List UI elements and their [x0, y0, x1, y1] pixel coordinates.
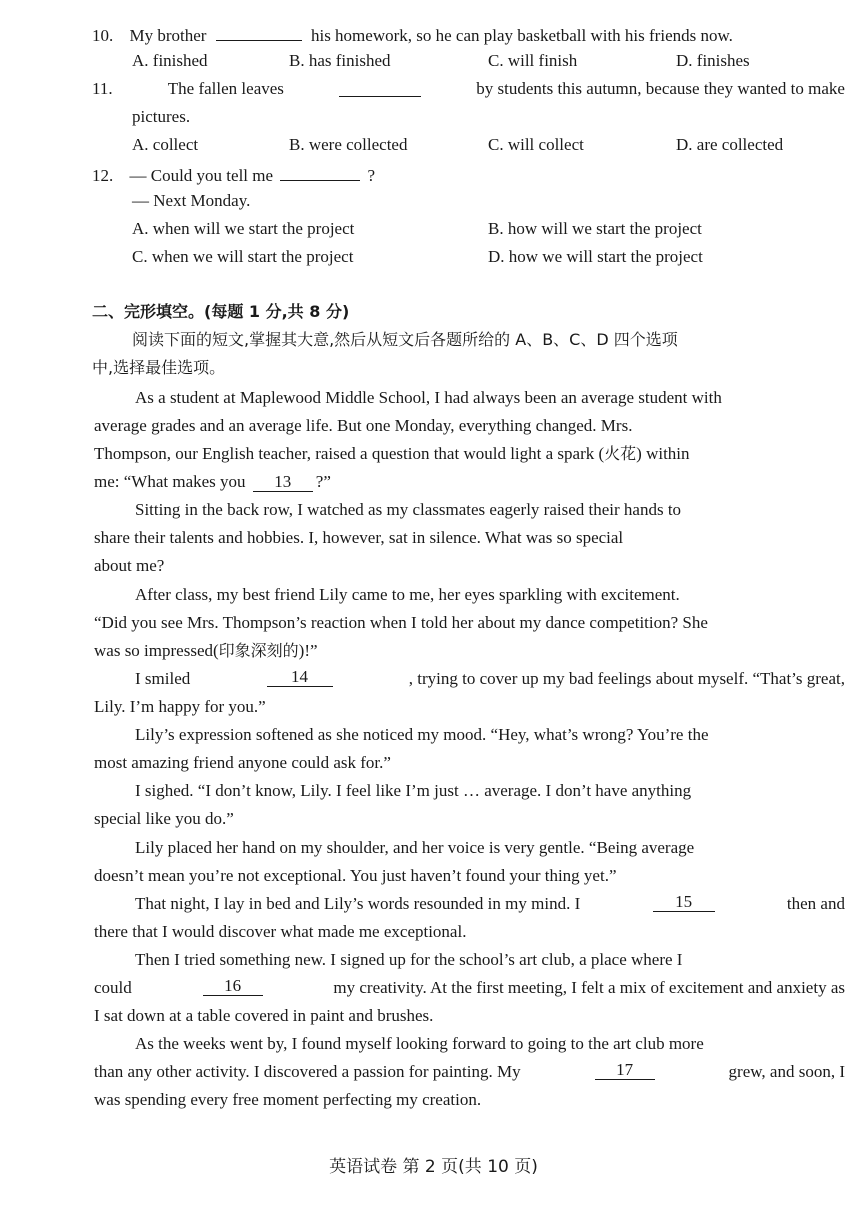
passage-line: I sat down at a table covered in paint and brushes. [94, 1006, 434, 1025]
passage-line: than any other activity. I discovered a passion for painting. My 17 grew, and soon, I [94, 1060, 845, 1081]
question-number: 12. [92, 166, 114, 185]
question-stem: The fallen leaves [167, 79, 284, 98]
question-stem-cont: pictures. [132, 107, 191, 126]
passage-line: doesn’t mean you’re not exceptional. You just haven’t found your thing yet.” [94, 866, 617, 885]
cloze-blank-16: 16 [203, 976, 263, 996]
answer-blank [339, 77, 421, 97]
passage-line: share their talents and hobbies. I, however, sat in silence. What was so special [94, 528, 624, 547]
passage-line: Lily. I’m happy for you.” [94, 697, 266, 716]
passage-line: Lily placed her hand on my shoulder, and her voice is very gentle. “Being average [135, 838, 695, 857]
dialogue-reply: — Next Monday. [132, 191, 251, 210]
passage-line: average grades and an average life. But one Monday, everything changed. Mrs. [94, 416, 633, 435]
option-d: D. are collected [676, 135, 784, 154]
passage-line: was so impressed(印象深刻的)!” [94, 641, 318, 660]
option-d: D. finishes [676, 51, 750, 70]
answer-blank [216, 21, 302, 41]
option-a: A. when will we start the project [132, 219, 355, 238]
passage-line: Thompson, our English teacher, raised a question that would light a spark (火花) within [94, 444, 690, 463]
option-b: B. were collected [289, 135, 408, 154]
question-stem: by students this autumn, because they wanted to make [476, 79, 845, 98]
question-stem: — Could you tell me [129, 166, 274, 185]
option-d: D. how we will start the project [488, 247, 703, 266]
passage-line: Sitting in the back row, I watched as my classmates eagerly raised their hands to [135, 500, 682, 519]
section-heading: 二、完形填空。(每题 1 分,共 8 分) [92, 302, 350, 321]
cloze-blank-14: 14 [267, 667, 333, 687]
question-number: 11. [92, 79, 113, 98]
question-11 [92, 77, 845, 101]
page-footer: 英语试卷 第 2 页(共 10 页) [329, 1157, 538, 1177]
passage-line: Then I tried something new. I signed up for the school’s art club, a place where I [135, 950, 683, 969]
question-stem: his homework, so he can play basketball with his friends now. [310, 26, 733, 45]
option-b: B. how will we start the project [488, 219, 702, 238]
option-b: B. has finished [289, 51, 391, 70]
passage-line: Lily’s expression softened as she noticed my mood. “Hey, what’s wrong? You’re the [135, 725, 709, 744]
passage-line: As a student at Maplewood Middle School, I had always been an average student with [135, 388, 722, 407]
option-c: C. when we will start the project [132, 247, 354, 266]
passage-line: me: “What makes you 13 ?” [94, 472, 331, 491]
option-c: C. will finish [488, 51, 578, 70]
passage-line: could 16 my creativity. At the first meeting, I felt a mix of excitement and anxiety as [94, 976, 845, 997]
option-a: A. finished [132, 51, 208, 70]
answer-blank [280, 161, 360, 181]
passage-line: I sighed. “I don’t know, Lily. I feel like I’m just … average. I don’t have anything [135, 781, 692, 800]
passage-line: As the weeks went by, I found myself looking forward to going to the art club more [135, 1034, 704, 1053]
cloze-blank-13: 13 [253, 472, 313, 492]
passage-line: most amazing friend anyone could ask for.” [94, 753, 391, 772]
question-number: 10. [92, 26, 114, 45]
question-10 [92, 21, 733, 45]
passage-line: I smiled 14 , trying to cover up my bad feelings about myself. “That’s great, [135, 667, 845, 688]
passage-line: there that I would discover what made me exceptional. [94, 922, 467, 941]
question-12 [92, 161, 375, 185]
cloze-blank-17: 17 [595, 1060, 655, 1080]
question-stem: My brother [129, 26, 207, 45]
option-a: A. collect [132, 135, 199, 154]
passage-line: After class, my best friend Lily came to me, her eyes sparkling with excitement. [135, 585, 680, 604]
passage-line: “Did you see Mrs. Thompson’s reaction when I told her about my dance competition? She [94, 613, 708, 632]
option-c: C. will collect [488, 135, 584, 154]
question-stem: ? [367, 166, 376, 185]
passage-line: That night, I lay in bed and Lily’s words resounded in my mind. I 15 then and [135, 892, 845, 913]
cloze-blank-15: 15 [653, 892, 715, 912]
section-instruction-cont: 中,选择最佳选项。 [92, 358, 226, 377]
passage-line: special like you do.” [94, 809, 234, 828]
passage-line: was spending every free moment perfecting my creation. [94, 1090, 482, 1109]
passage-line: about me? [94, 556, 165, 575]
section-instruction: 阅读下面的短文,掌握其大意,然后从短文后各题所给的 A、B、C、D 四个选项 [132, 330, 678, 349]
